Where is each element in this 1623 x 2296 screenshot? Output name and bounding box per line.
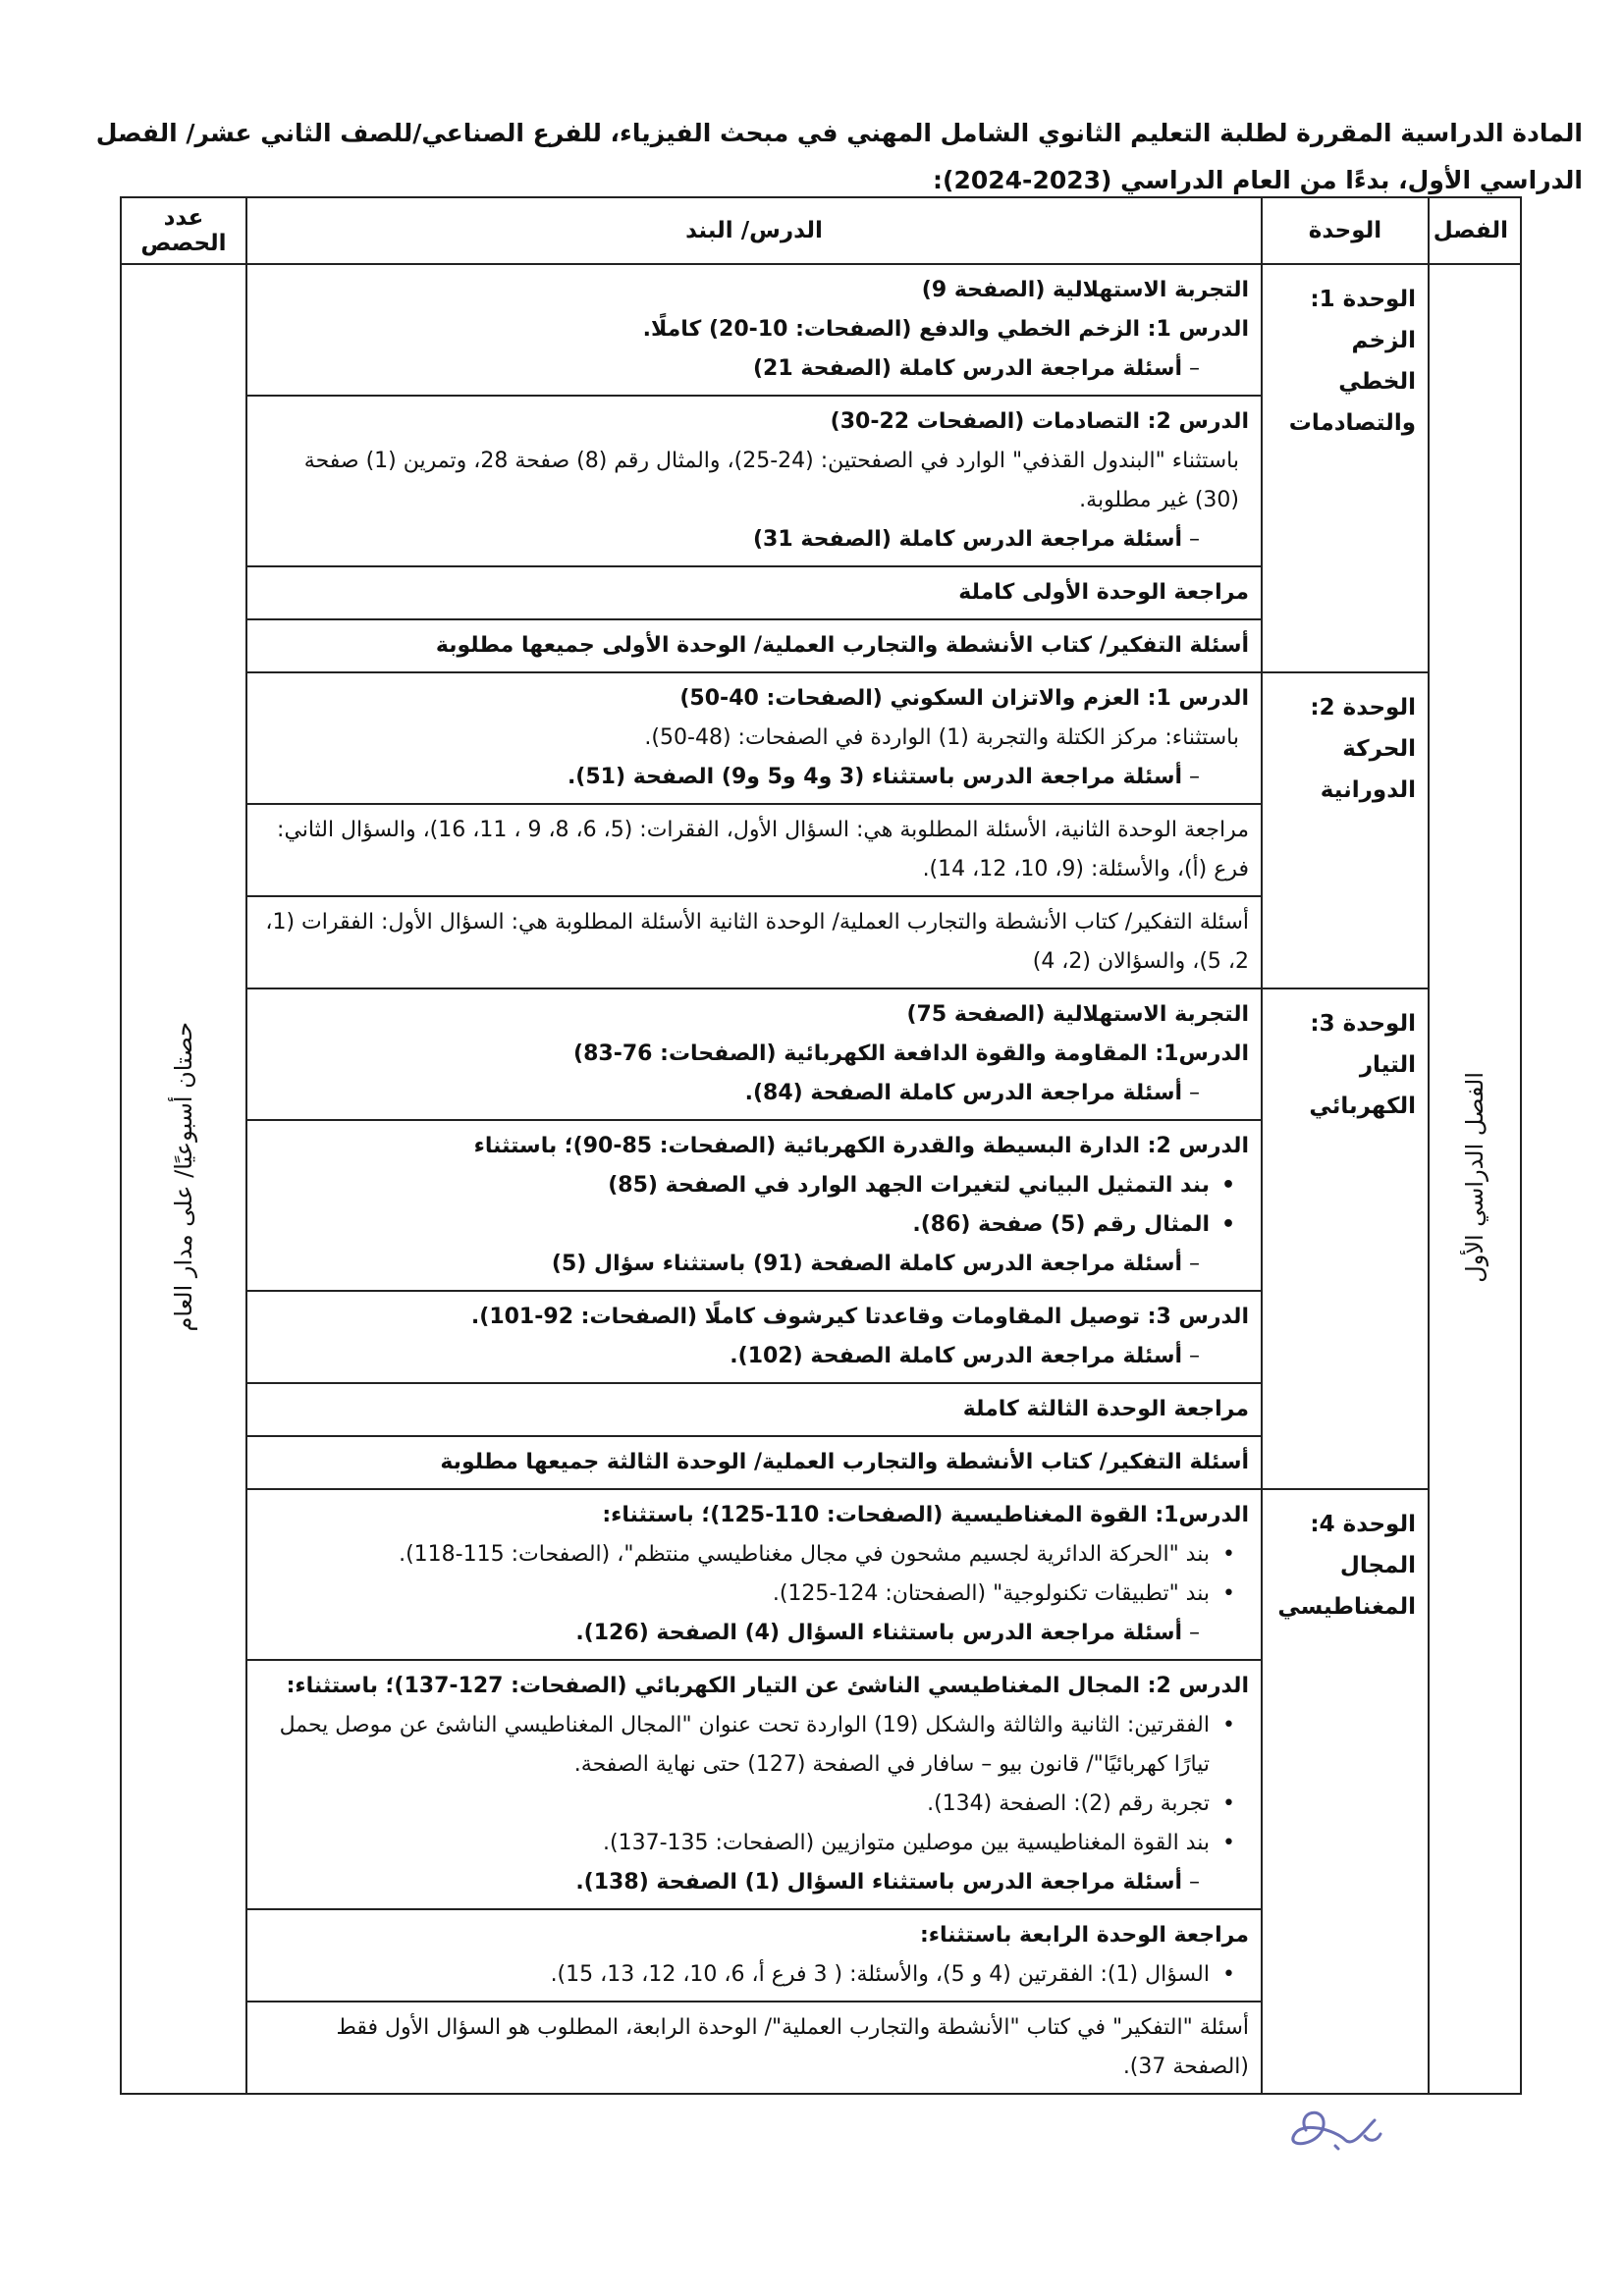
lesson-line: التجربة الاستهلالية (الصفحة 9) xyxy=(921,278,1249,302)
lesson-line: – أسئلة مراجعة الدرس كاملة الصفحة (84). xyxy=(259,1074,1249,1113)
lesson-line: مراجعة الوحدة الثانية، الأسئلة المطلوبة هي: السؤال الأول، الفقرات: (5، 6، 8، 9 ، 11، 16)، والسؤال الثاني: فرع (أ)، والأسئلة: (9، 10، 12، 14). xyxy=(277,818,1249,881)
header-lesson: الدرس/ البند xyxy=(246,197,1262,264)
lesson-cell xyxy=(246,896,1262,988)
lesson-cell xyxy=(246,1383,1262,1436)
unit-name: الوحدة 4: المجال المغناطيسي xyxy=(1262,1489,1429,2094)
lesson-line: • بند "الحركة الدائرية لجسيم مشحون في مجال مغناطيسي منتظم"، (الصفحات: 115-118). xyxy=(259,1535,1249,1575)
lesson-line: أسئلة "التفكير" في كتاب "الأنشطة والتجارب العملية"/ الوحدة الرابعة، المطلوب هو السؤال الأول فقط (الصفحة 37). xyxy=(336,2015,1249,2079)
lesson-line: – أسئلة مراجعة الدرس كاملة (الصفحة 31) xyxy=(259,520,1249,560)
lesson-line: – أسئلة مراجعة الدرس كاملة (الصفحة 21) xyxy=(259,349,1249,389)
lesson-line: أسئلة التفكير/ كتاب الأنشطة والتجارب العملية/ الوحدة الثالثة جميعها مطلوبة xyxy=(440,1450,1249,1474)
lesson-line: • السؤال (1): الفقرتين (4 و 5)، والأسئلة: ( 3 فرع أ، 6، 10، 12، 13، 15). xyxy=(259,1955,1249,1995)
lesson-line: – أسئلة مراجعة الدرس كاملة الصفحة (91) باستثناء سؤال (5) xyxy=(259,1245,1249,1284)
lesson-line: • الفقرتين: الثانية والثالثة والشكل (19) الواردة تحت عنوان "المجال المغناطيسي الناشئ عن موصل يحمل تيارًا كهربائيًا"/ قانون بيو – سافار في الصفحة (127) حتى نهاية الصفحة. xyxy=(259,1706,1249,1785)
lesson-cell xyxy=(246,619,1262,672)
unit-name: الوحدة 2: الحركة الدورانية xyxy=(1262,672,1429,988)
lesson-cell xyxy=(246,566,1262,619)
lesson-line: الدرس1: المقاومة والقوة الدافعة الكهربائية (الصفحات: 76-83) xyxy=(573,1041,1249,1066)
lesson-line: أسئلة التفكير/ كتاب الأنشطة والتجارب العملية/ الوحدة الثانية الأسئلة المطلوبة هي: السؤال الأول: الفقرات (1، 2، 5)، والسؤالان (2، 4) xyxy=(265,910,1249,974)
lesson-cell xyxy=(246,1291,1262,1383)
signature xyxy=(1267,2091,1404,2169)
header-count: عدد الحصص xyxy=(121,197,246,264)
lesson-line: – أسئلة مراجعة الدرس باستثناء (3 و4 و5 و9) الصفحة (51). xyxy=(259,758,1249,797)
table-row xyxy=(121,988,1521,1120)
lesson-line: مراجعة الوحدة الرابعة باستثناء: xyxy=(919,1923,1249,1948)
lesson-line: باستثناء: مركز الكتلة والتجربة (1) الواردة في الصفحات: (48-50). xyxy=(644,725,1239,750)
table-row xyxy=(121,264,1521,396)
lesson-line: • المثال رقم (5) صفحة (86). xyxy=(259,1205,1249,1245)
lesson-line: مراجعة الوحدة الثالثة كاملة xyxy=(962,1397,1249,1421)
lesson-line: الدرس 2: التصادمات (الصفحات 22-30) xyxy=(830,409,1249,434)
lesson-line: أسئلة التفكير/ كتاب الأنشطة والتجارب العملية/ الوحدة الأولى جميعها مطلوبة xyxy=(435,633,1249,658)
lesson-line: مراجعة الوحدة الأولى كاملة xyxy=(958,580,1249,605)
count-label: حصتان أسبوعيًا/ على مدار العام xyxy=(170,1022,197,1332)
header-unit: الوحدة xyxy=(1262,197,1429,264)
lesson-line: • تجربة رقم (2): الصفحة (134). xyxy=(259,1785,1249,1824)
lesson-cell xyxy=(246,1489,1262,1660)
lesson-cell xyxy=(246,804,1262,896)
lesson-cell xyxy=(246,264,1262,396)
unit-name: الوحدة 3: التيار الكهربائي xyxy=(1262,988,1429,1489)
lesson-line: التجربة الاستهلالية (الصفحة 75) xyxy=(906,1002,1249,1027)
count-cell xyxy=(121,264,246,2094)
document-intro: المادة الدراسية المقررة لطلبة التعليم الثانوي الشامل المهني في مبحث الفيزياء، للفرع الصناعي/للصف الثاني عشر/ الفصل الدراسي الأول، بدءًا من العام الدراسي (2023-2024): xyxy=(95,119,1583,194)
lesson-cell xyxy=(246,2002,1262,2094)
lesson-line: – أسئلة مراجعة الدرس باستثناء السؤال (4) الصفحة (126). xyxy=(259,1614,1249,1653)
table-row xyxy=(121,1489,1521,1660)
lesson-cell xyxy=(246,1660,1262,1909)
lesson-line: الدرس 2: المجال المغناطيسي الناشئ عن التيار الكهربائي (الصفحات: 127-137)؛ باستثناء: xyxy=(286,1674,1249,1698)
lesson-line: • بند القوة المغناطيسية بين موصلين متوازيين (الصفحات: 135-137). xyxy=(259,1824,1249,1863)
table-body xyxy=(121,264,1521,2094)
table-header-row xyxy=(121,197,1521,264)
lesson-cell xyxy=(246,672,1262,804)
lesson-cell xyxy=(246,988,1262,1120)
lesson-cell xyxy=(246,1120,1262,1291)
lesson-line: • بند التمثيل البياني لتغيرات الجهد الوارد في الصفحة (85) xyxy=(259,1166,1249,1205)
unit-name: الوحدة 1: الزخم الخطي والتصادمات xyxy=(1262,264,1429,672)
lesson-line: • بند "تطبيقات تكنولوجية" (الصفحتان: 124-125). xyxy=(259,1575,1249,1614)
lesson-cell xyxy=(246,1436,1262,1489)
lesson-line: – أسئلة مراجعة الدرس باستثناء السؤال (1) الصفحة (138). xyxy=(259,1863,1249,1902)
lesson-line: الدرس1: القوة المغناطيسية (الصفحات: 110-125)؛ باستثناء: xyxy=(602,1503,1249,1527)
lesson-line: باستثناء "البندول القذفي" الوارد في الصفحتين: (24-25)، والمثال رقم (8) صفحة 28، وتمرين (1) صفحة (30) غير مطلوبة. xyxy=(303,449,1239,512)
semester-label: الفصل الدراسي الأول xyxy=(1461,1071,1488,1283)
lesson-cell xyxy=(246,396,1262,566)
lesson-line: الدرس 3: توصيل المقاومات وقاعدتا كيرشوف كاملًا (الصفحات: 92-101). xyxy=(470,1305,1249,1329)
lesson-cell xyxy=(246,1909,1262,2002)
lesson-line: – أسئلة مراجعة الدرس كاملة الصفحة (102). xyxy=(259,1337,1249,1376)
table-row xyxy=(121,672,1521,804)
lesson-line: الدرس 2: الدارة البسيطة والقدرة الكهربائية (الصفحات: 85-90)؛ باستثناء xyxy=(473,1134,1249,1158)
lesson-line: الدرس 1: العزم والاتزان السكوني (الصفحات: 40-50) xyxy=(679,686,1249,711)
semester-cell xyxy=(1429,264,1521,2094)
curriculum-table xyxy=(120,196,1522,2095)
header-semester: الفصل xyxy=(1429,197,1521,264)
lesson-line: الدرس 1: الزخم الخطي والدفع (الصفحات: 10-20) كاملًا. xyxy=(642,317,1249,342)
